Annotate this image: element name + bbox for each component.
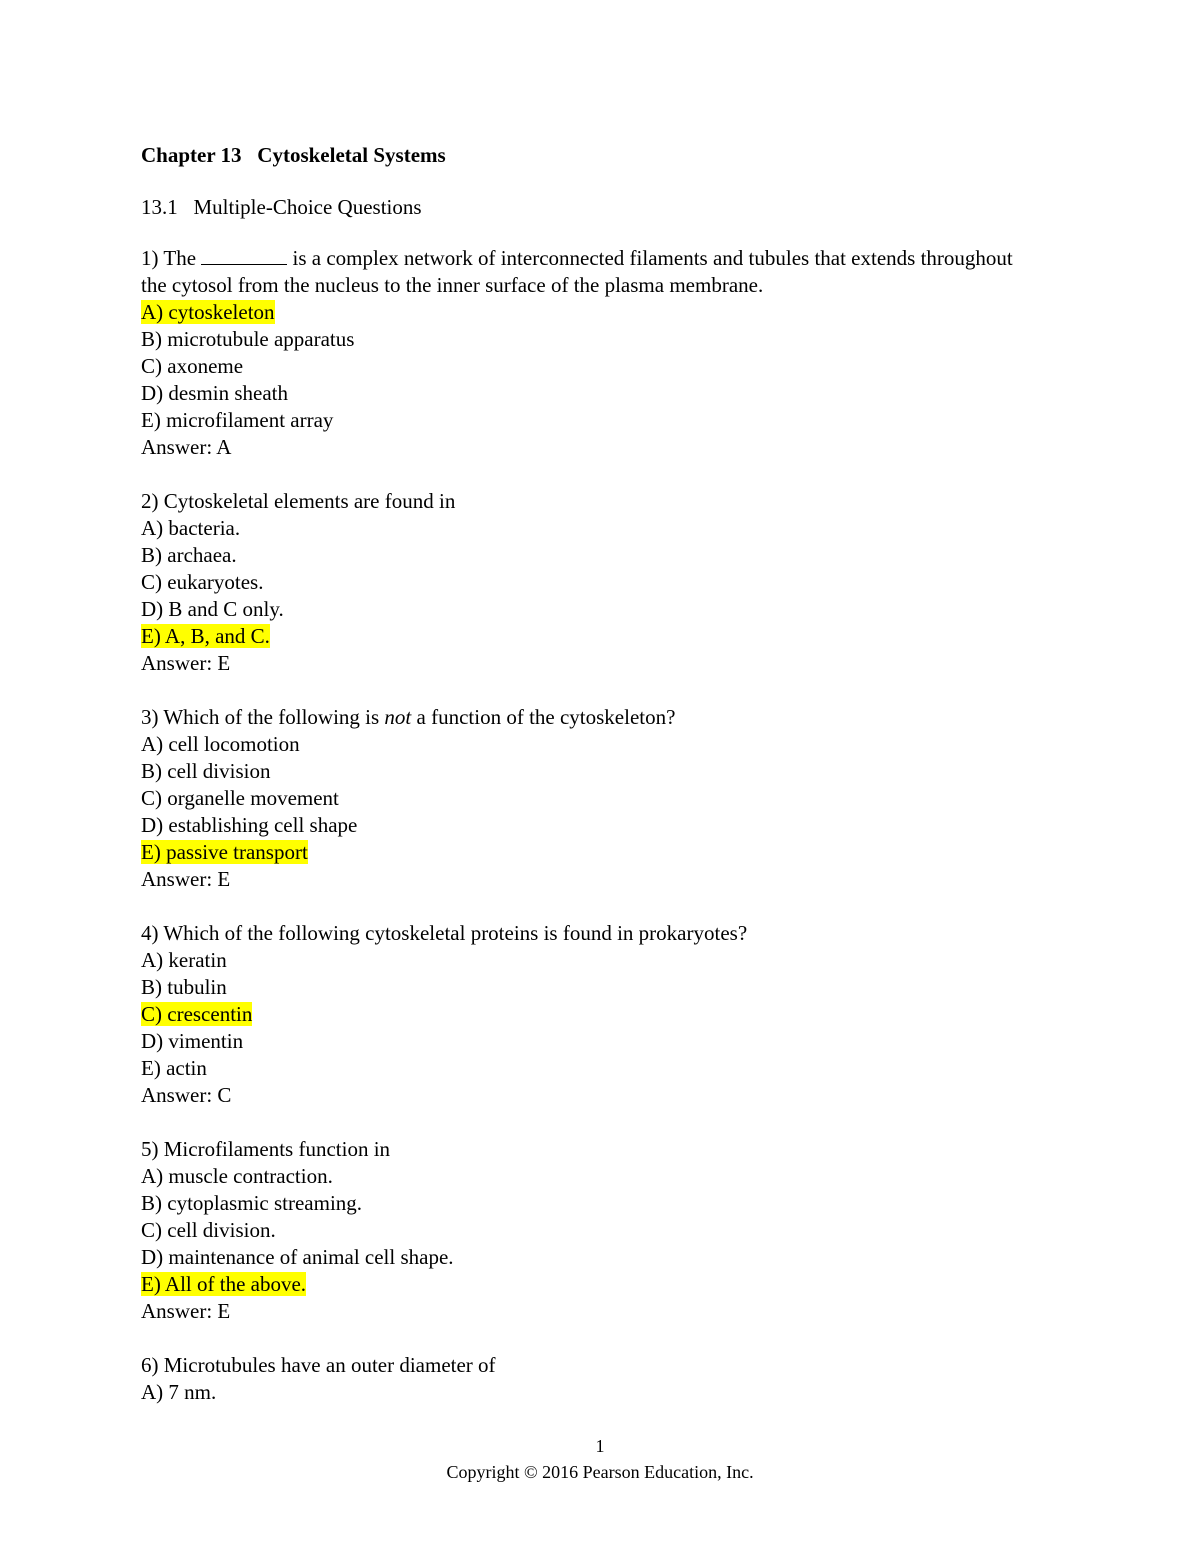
option-c: C) cell division. (141, 1218, 276, 1242)
option-c: C) organelle movement (141, 786, 339, 810)
option-c: C) axoneme (141, 354, 244, 378)
answer-key: Answer: C (141, 1083, 232, 1107)
question-3 (141, 704, 1041, 893)
highlighted-answer: E) passive transport (141, 840, 308, 864)
option-b: B) tubulin (141, 975, 227, 999)
stem-text-after: is a complex network of interconnected filaments and tubules that extends throughout the cytosol from the nucleus to the inner surface of the plasma membrane. (141, 246, 1013, 297)
question-stem: 5) Microfilaments function in (141, 1137, 391, 1161)
highlighted-answer: C) crescentin (141, 1002, 253, 1026)
answer-key: Answer: E (141, 1299, 231, 1323)
question-4 (141, 920, 1041, 1109)
chapter-title: Chapter 13 Cytoskeletal Systems (141, 143, 446, 167)
question-1 (141, 245, 1041, 461)
option-a (141, 299, 1041, 326)
question-stem (141, 245, 1041, 299)
question-5 (141, 1136, 1041, 1325)
stem-text-after: a function of the cytoskeleton? (411, 705, 676, 729)
option-b: B) microtubule apparatus (141, 327, 355, 351)
fill-in-blank (201, 246, 287, 265)
option-d: D) establishing cell shape (141, 813, 358, 837)
question-6 (141, 1352, 1041, 1406)
option-a: A) 7 nm. (141, 1380, 217, 1404)
answer-key: Answer: A (141, 435, 232, 459)
stem-text-before: 3) Which of the following is (141, 705, 385, 729)
option-d: D) vimentin (141, 1029, 244, 1053)
option-b: B) cell division (141, 759, 271, 783)
page-number: 1 (595, 1436, 605, 1456)
option-e: E) actin (141, 1056, 207, 1080)
stem-emphasis: not (384, 705, 412, 729)
question-stem: 2) Cytoskeletal elements are found in (141, 489, 456, 513)
option-e (141, 839, 1041, 866)
option-a: A) bacteria. (141, 516, 241, 540)
highlighted-answer: A) cytoskeleton (141, 300, 275, 324)
question-stem (141, 704, 1041, 731)
option-d: D) B and C only. (141, 597, 284, 621)
option-e (141, 623, 1041, 650)
question-stem: 4) Which of the following cytoskeletal proteins is found in prokaryotes? (141, 921, 748, 945)
option-c (141, 1001, 1041, 1028)
highlighted-answer: E) All of the above. (141, 1272, 307, 1296)
option-b: B) archaea. (141, 543, 237, 567)
question-stem: 6) Microtubules have an outer diameter of (141, 1353, 496, 1377)
option-a: A) keratin (141, 948, 227, 972)
option-b: B) cytoplasmic streaming. (141, 1191, 363, 1215)
page-content (141, 140, 1041, 1433)
option-c: C) eukaryotes. (141, 570, 264, 594)
answer-key: Answer: E (141, 651, 231, 675)
answer-key: Answer: E (141, 867, 231, 891)
section-title: 13.1 Multiple-Choice Questions (141, 195, 422, 219)
option-e (141, 1271, 1041, 1298)
copyright-notice: Copyright © 2016 Pearson Education, Inc. (446, 1462, 754, 1482)
option-e: E) microfilament array (141, 408, 334, 432)
option-a: A) muscle contraction. (141, 1164, 333, 1188)
highlighted-answer: E) A, B, and C. (141, 624, 270, 648)
question-2 (141, 488, 1041, 677)
option-a: A) cell locomotion (141, 732, 300, 756)
stem-text-before: 1) The (141, 246, 202, 270)
option-d: D) maintenance of animal cell shape. (141, 1245, 454, 1269)
option-d: D) desmin sheath (141, 381, 288, 405)
